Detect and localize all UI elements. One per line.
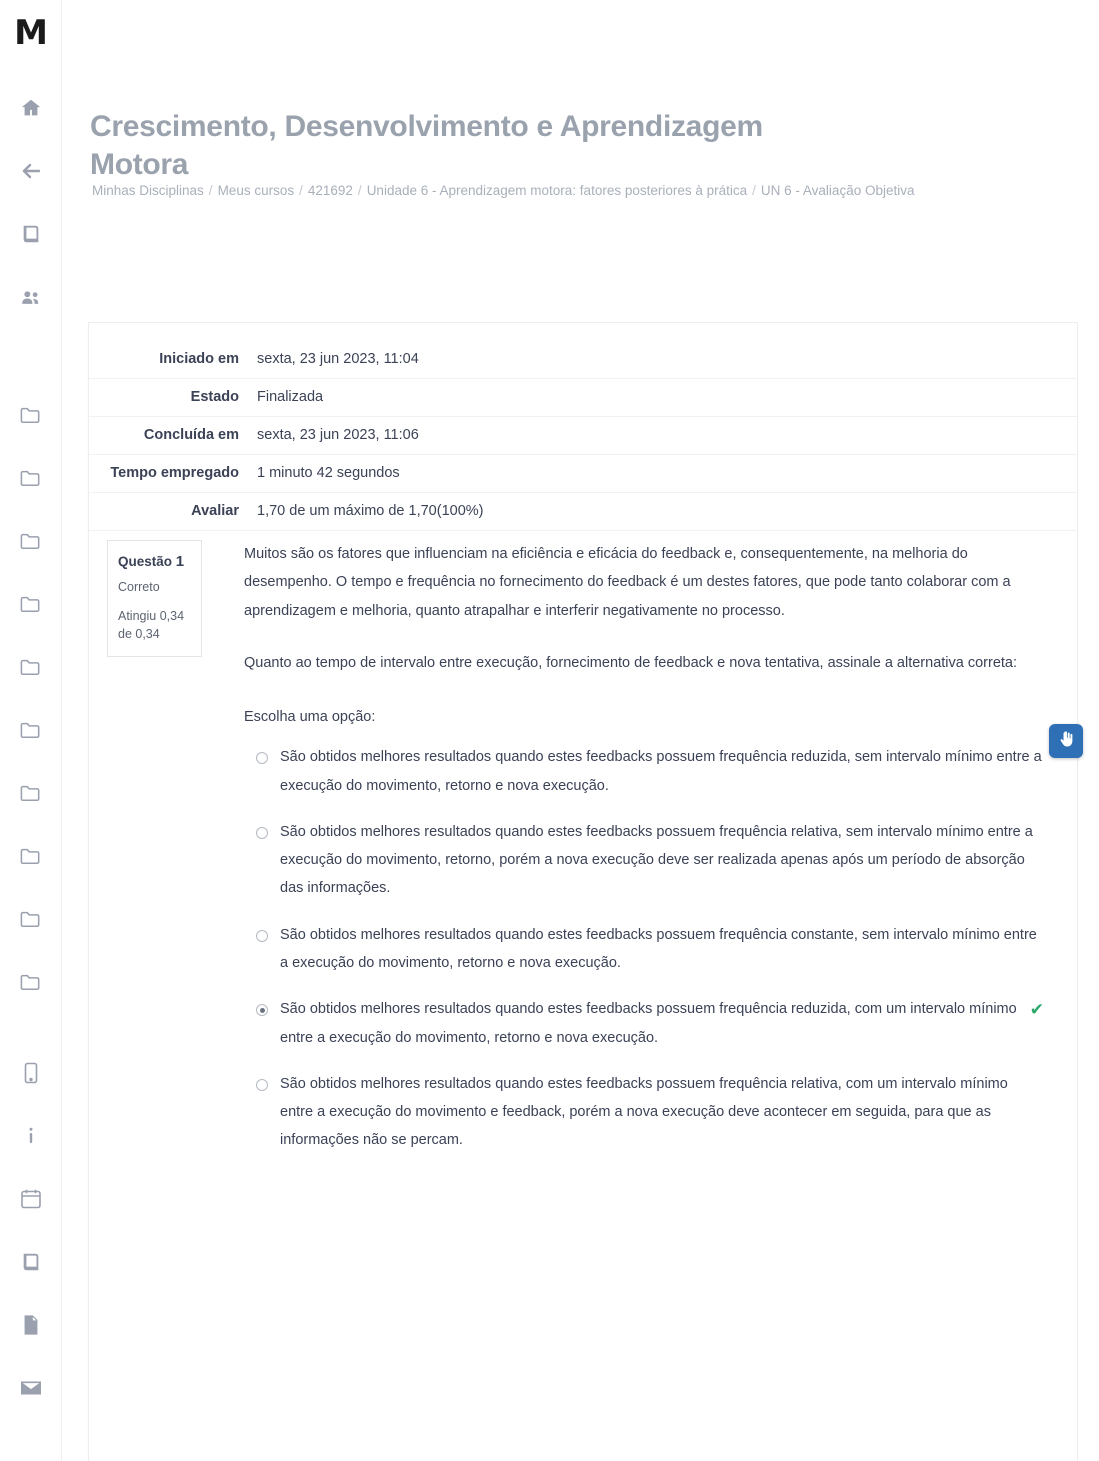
quiz-summary-table (89, 341, 1077, 531)
folder-icon (19, 657, 42, 677)
breadcrumb-separator: / (357, 183, 362, 198)
folder-icon (19, 909, 42, 929)
mail-icon (20, 1379, 42, 1397)
summary-value: sexta, 23 jun 2023, 11:06 (249, 417, 1077, 455)
answer-options-list (244, 743, 1044, 1154)
folder-icon (19, 594, 42, 614)
breadcrumb-separator: / (299, 183, 303, 198)
breadcrumb-item-4[interactable]: UN 6 - Avaliação Objetiva (760, 183, 915, 198)
table-row (89, 493, 1077, 531)
table-row (89, 455, 1077, 493)
sidebar-item-library[interactable] (0, 1230, 62, 1293)
book-icon (20, 223, 42, 245)
summary-label: Avaliar (89, 493, 249, 531)
option-label: São obtidos melhores resultados quando estes feedbacks possuem frequência reduzida, com um intervalo mínimo entre a execução do movimento, retorno e nova execução. (280, 1001, 1017, 1046)
sidebar-item-courses[interactable] (0, 202, 62, 265)
list-item[interactable] (244, 1070, 1044, 1155)
table-row (89, 379, 1077, 417)
table-row (89, 417, 1077, 455)
hand-icon (1057, 730, 1075, 753)
breadcrumb-separator: / (208, 183, 213, 198)
question-number-label: Questão (118, 554, 173, 570)
sidebar-item-calendar[interactable] (0, 1167, 62, 1230)
sidebar-item-mail[interactable] (0, 1356, 62, 1419)
sidebar-item-folder-4[interactable] (0, 572, 62, 635)
table-row (89, 341, 1077, 379)
question-paragraph-2: Quanto ao tempo de intervalo entre execução, fornecimento de feedback e nova tentativa, assinale a alternativa correta: (244, 654, 1018, 671)
radio-option-5[interactable] (256, 1079, 268, 1091)
option-label: São obtidos melhores resultados quando estes feedbacks possuem frequência relativa, sem intervalo mínimo entre a execução do movimento, retorno, porém a nova execução deve ser realizada apenas após um período de absorção das informações. (280, 823, 1033, 897)
sidebar-item-mobile[interactable] (0, 1041, 62, 1104)
option-label: São obtidos melhores resultados quando estes feedbacks possuem frequência relativa, com um intervalo mínimo entre a execução do movimento e feedback, porém a nova execução deve acontecer em seguida, para que as informações não se percam. (280, 1075, 1008, 1149)
page-title: Crescimento, Desenvolvimento e Aprendizagem Motora (90, 110, 763, 181)
radio-option-2[interactable] (256, 827, 268, 839)
question-number (118, 550, 191, 573)
folder-icon (19, 531, 42, 551)
summary-label: Iniciado em (89, 341, 249, 379)
radio-option-4[interactable] (256, 1004, 268, 1016)
question-info-panel (107, 540, 202, 657)
quiz-review-card (88, 322, 1078, 1461)
summary-value: 1 minuto 42 segundos (249, 455, 1077, 493)
sidebar-item-documents[interactable] (0, 1293, 62, 1356)
summary-label: Concluída em (89, 417, 249, 455)
sidebar-item-community[interactable] (0, 265, 62, 328)
list-item[interactable] (244, 743, 1044, 800)
info-icon (21, 1125, 41, 1147)
question-block (89, 531, 1077, 1173)
question-body (244, 540, 1044, 1173)
sidebar-item-home[interactable] (0, 76, 62, 139)
sidebar-item-folder-2[interactable] (0, 446, 62, 509)
radio-option-3[interactable] (256, 930, 268, 942)
list-item[interactable] (244, 818, 1044, 903)
breadcrumb-item-0[interactable]: Minhas Disciplinas (92, 183, 204, 198)
sidebar-item-back[interactable] (0, 139, 62, 202)
radio-option-1[interactable] (256, 752, 268, 764)
book-open-icon (20, 1251, 42, 1273)
correct-check-icon: ✔ (1029, 1000, 1044, 1020)
folder-icon (19, 405, 42, 425)
summary-value: Finalizada (249, 379, 1077, 417)
breadcrumb-item-2[interactable]: 421692 (307, 183, 353, 198)
breadcrumb-item-3[interactable]: Unidade 6 - Aprendizagem motora: fatores posteriores à prática (366, 183, 748, 198)
summary-label: Tempo empregado (89, 455, 249, 493)
document-icon (21, 1314, 41, 1336)
sidebar-item-folder-6[interactable] (0, 698, 62, 761)
folder-icon (19, 972, 42, 992)
breadcrumb (92, 180, 992, 202)
folder-icon (19, 720, 42, 740)
sidebar-item-info[interactable] (0, 1104, 62, 1167)
question-paragraph-1: Muitos são os fatores que influenciam na eficiência e eficácia do feedback e, consequentemente, na melhoria do desempenho. O tempo e frequência no fornecimento do feedback é um destes fatores, que pode tanto colaborar com a aprendizagem e melhoria, quanto atrapalhar e interferir negativamente no processo. (244, 546, 1011, 619)
home-icon (20, 97, 42, 119)
mobile-icon (23, 1062, 39, 1084)
breadcrumb-item-1[interactable]: Meus cursos (217, 183, 295, 198)
question-marks: Atingiu 0,34 de 0,34 (118, 608, 185, 642)
folder-icon (19, 783, 42, 803)
breadcrumb-separator: / (752, 183, 756, 198)
question-state: Correto (118, 580, 160, 595)
accessibility-button[interactable] (1049, 724, 1083, 758)
back-arrow-icon (19, 159, 43, 183)
main-content (62, 0, 1099, 1461)
list-item[interactable] (244, 921, 1044, 978)
summary-value: 1,70 de um máximo de 1,70(100%) (249, 493, 1077, 531)
sidebar-item-folder-7[interactable] (0, 761, 62, 824)
option-label: São obtidos melhores resultados quando estes feedbacks possuem frequência reduzida, sem intervalo mínimo entre a execução do movimento, retorno e nova execução. (280, 749, 1042, 794)
sidebar-item-folder-9[interactable] (0, 887, 62, 950)
sidebar (0, 0, 62, 1461)
choose-option-label: Escolha uma opção: (244, 709, 376, 726)
list-item[interactable] (244, 995, 1044, 1052)
sidebar-item-folder-3[interactable] (0, 509, 62, 572)
question-number-value: 1 (175, 553, 185, 571)
app-logo[interactable]: M (14, 13, 47, 53)
summary-label: Estado (89, 379, 249, 417)
calendar-icon (20, 1188, 42, 1209)
folder-icon (19, 468, 42, 488)
option-label: São obtidos melhores resultados quando estes feedbacks possuem frequência constante, sem intervalo mínimo entre a execução do movimento, retorno e nova execução. (280, 926, 1037, 971)
sidebar-item-folder-5[interactable] (0, 635, 62, 698)
sidebar-item-folder-8[interactable] (0, 824, 62, 887)
sidebar-item-folder-10[interactable] (0, 950, 62, 1013)
users-icon (19, 286, 43, 308)
summary-value: sexta, 23 jun 2023, 11:04 (249, 341, 1077, 379)
sidebar-item-folder-1[interactable] (0, 383, 62, 446)
folder-icon (19, 846, 42, 866)
